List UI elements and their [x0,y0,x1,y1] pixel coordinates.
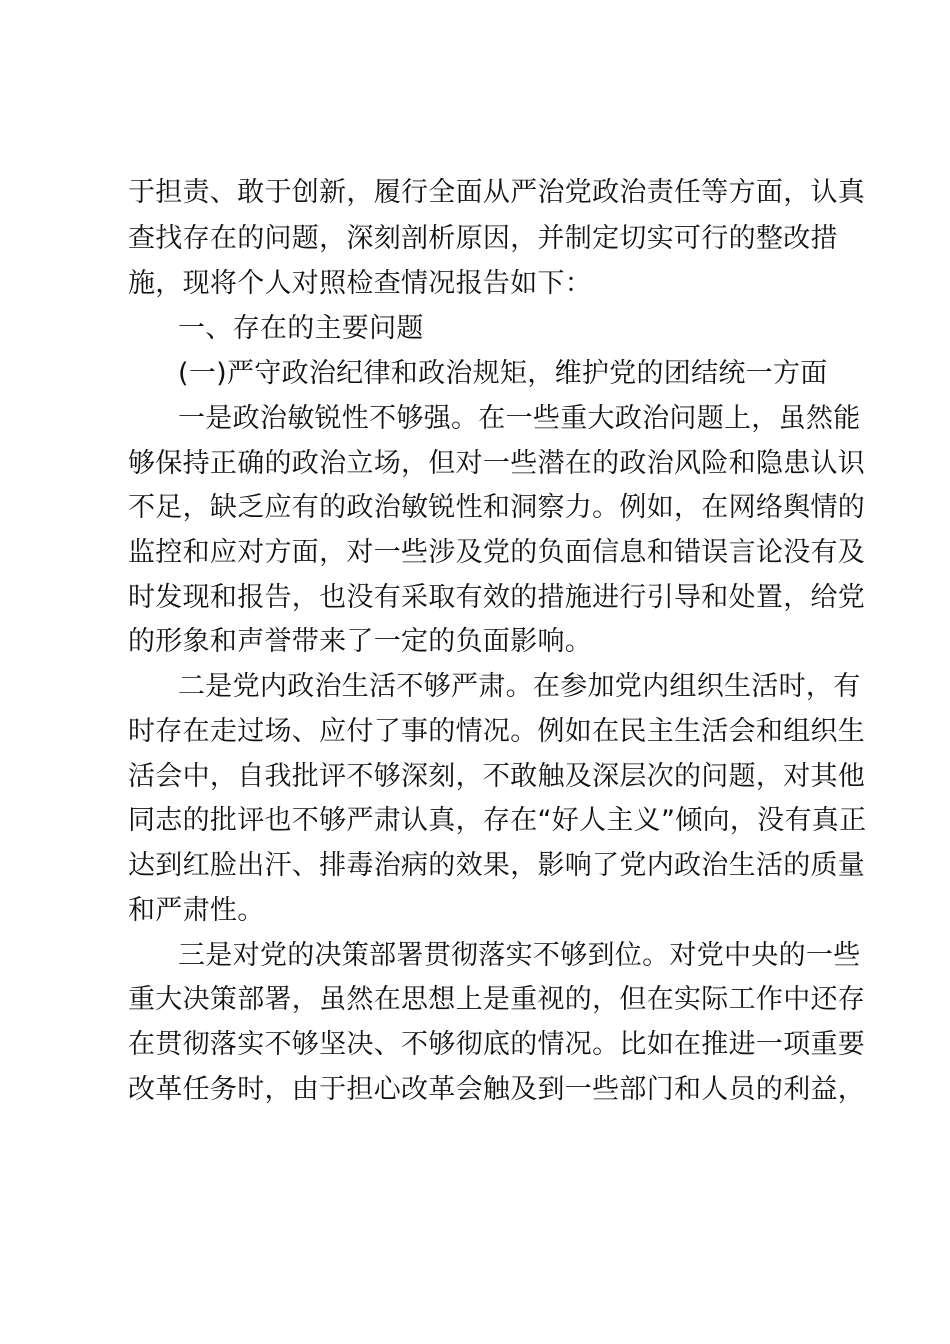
text-line: 同志的批评也不够严肃认真，存在“好人主义”倾向，没有真正 [128,805,867,836]
text-line: 时发现和报告，也没有采取有效的措施进行引导和处置，给党 [128,582,866,613]
text-line: 和严肃性。 [128,895,265,926]
text-line: 一是政治敏锐性不够强。在一些重大政治问题上，虽然能 [178,403,861,434]
subsection-heading: (一)严守政治纪律和政治规矩，维护党的团结统一方面 [178,358,828,389]
text-line: 时存在走过场、应付了事的情况。例如在民主生活会和组织生 [128,716,866,747]
text-line: 的形象和声誉带来了一定的负面影响。 [128,626,593,657]
text-line: 二是党内政治生活不够严肃。在参加党内组织生活时，有 [178,671,861,702]
text-line: 在贯彻落实不够坚决、不够彻底的情况。比如在推进一项重要 [128,1029,866,1060]
text-line: 于担责、敢于创新，履行全面从严治党政治责任等方面，认真 [128,177,866,208]
text-line: 三是对党的决策部署贯彻落实不够到位。对党中央的一些 [178,940,861,971]
text-line: 施，现将个人对照检查情况报告如下： [128,268,593,299]
text-line: 够保持正确的政治立场，但对一些潜在的政治风险和隐患认识 [128,448,866,479]
text-line: 监控和应对方面，对一些涉及党的负面信息和错误言论没有及 [128,537,866,568]
text-line: 改革任务时，由于担心改革会触及到一些部门和人员的利益， [128,1074,866,1105]
text-line: 活会中，自我批评不够深刻，不敢触及深层次的问题，对其他 [128,761,866,792]
text-line: 不足，缺乏应有的政治敏锐性和洞察力。例如，在网络舆情的 [128,492,866,523]
text-line: 查找存在的问题，深刻剖析原因，并制定切实可行的整改措 [128,223,838,254]
text-line: 重大决策部署，虽然在思想上是重视的，但在实际工作中还存 [128,984,866,1015]
section-heading: 一、存在的主要问题 [178,313,424,344]
text-line: 达到红脸出汗、排毒治病的效果，影响了党内政治生活的质量 [128,850,866,881]
